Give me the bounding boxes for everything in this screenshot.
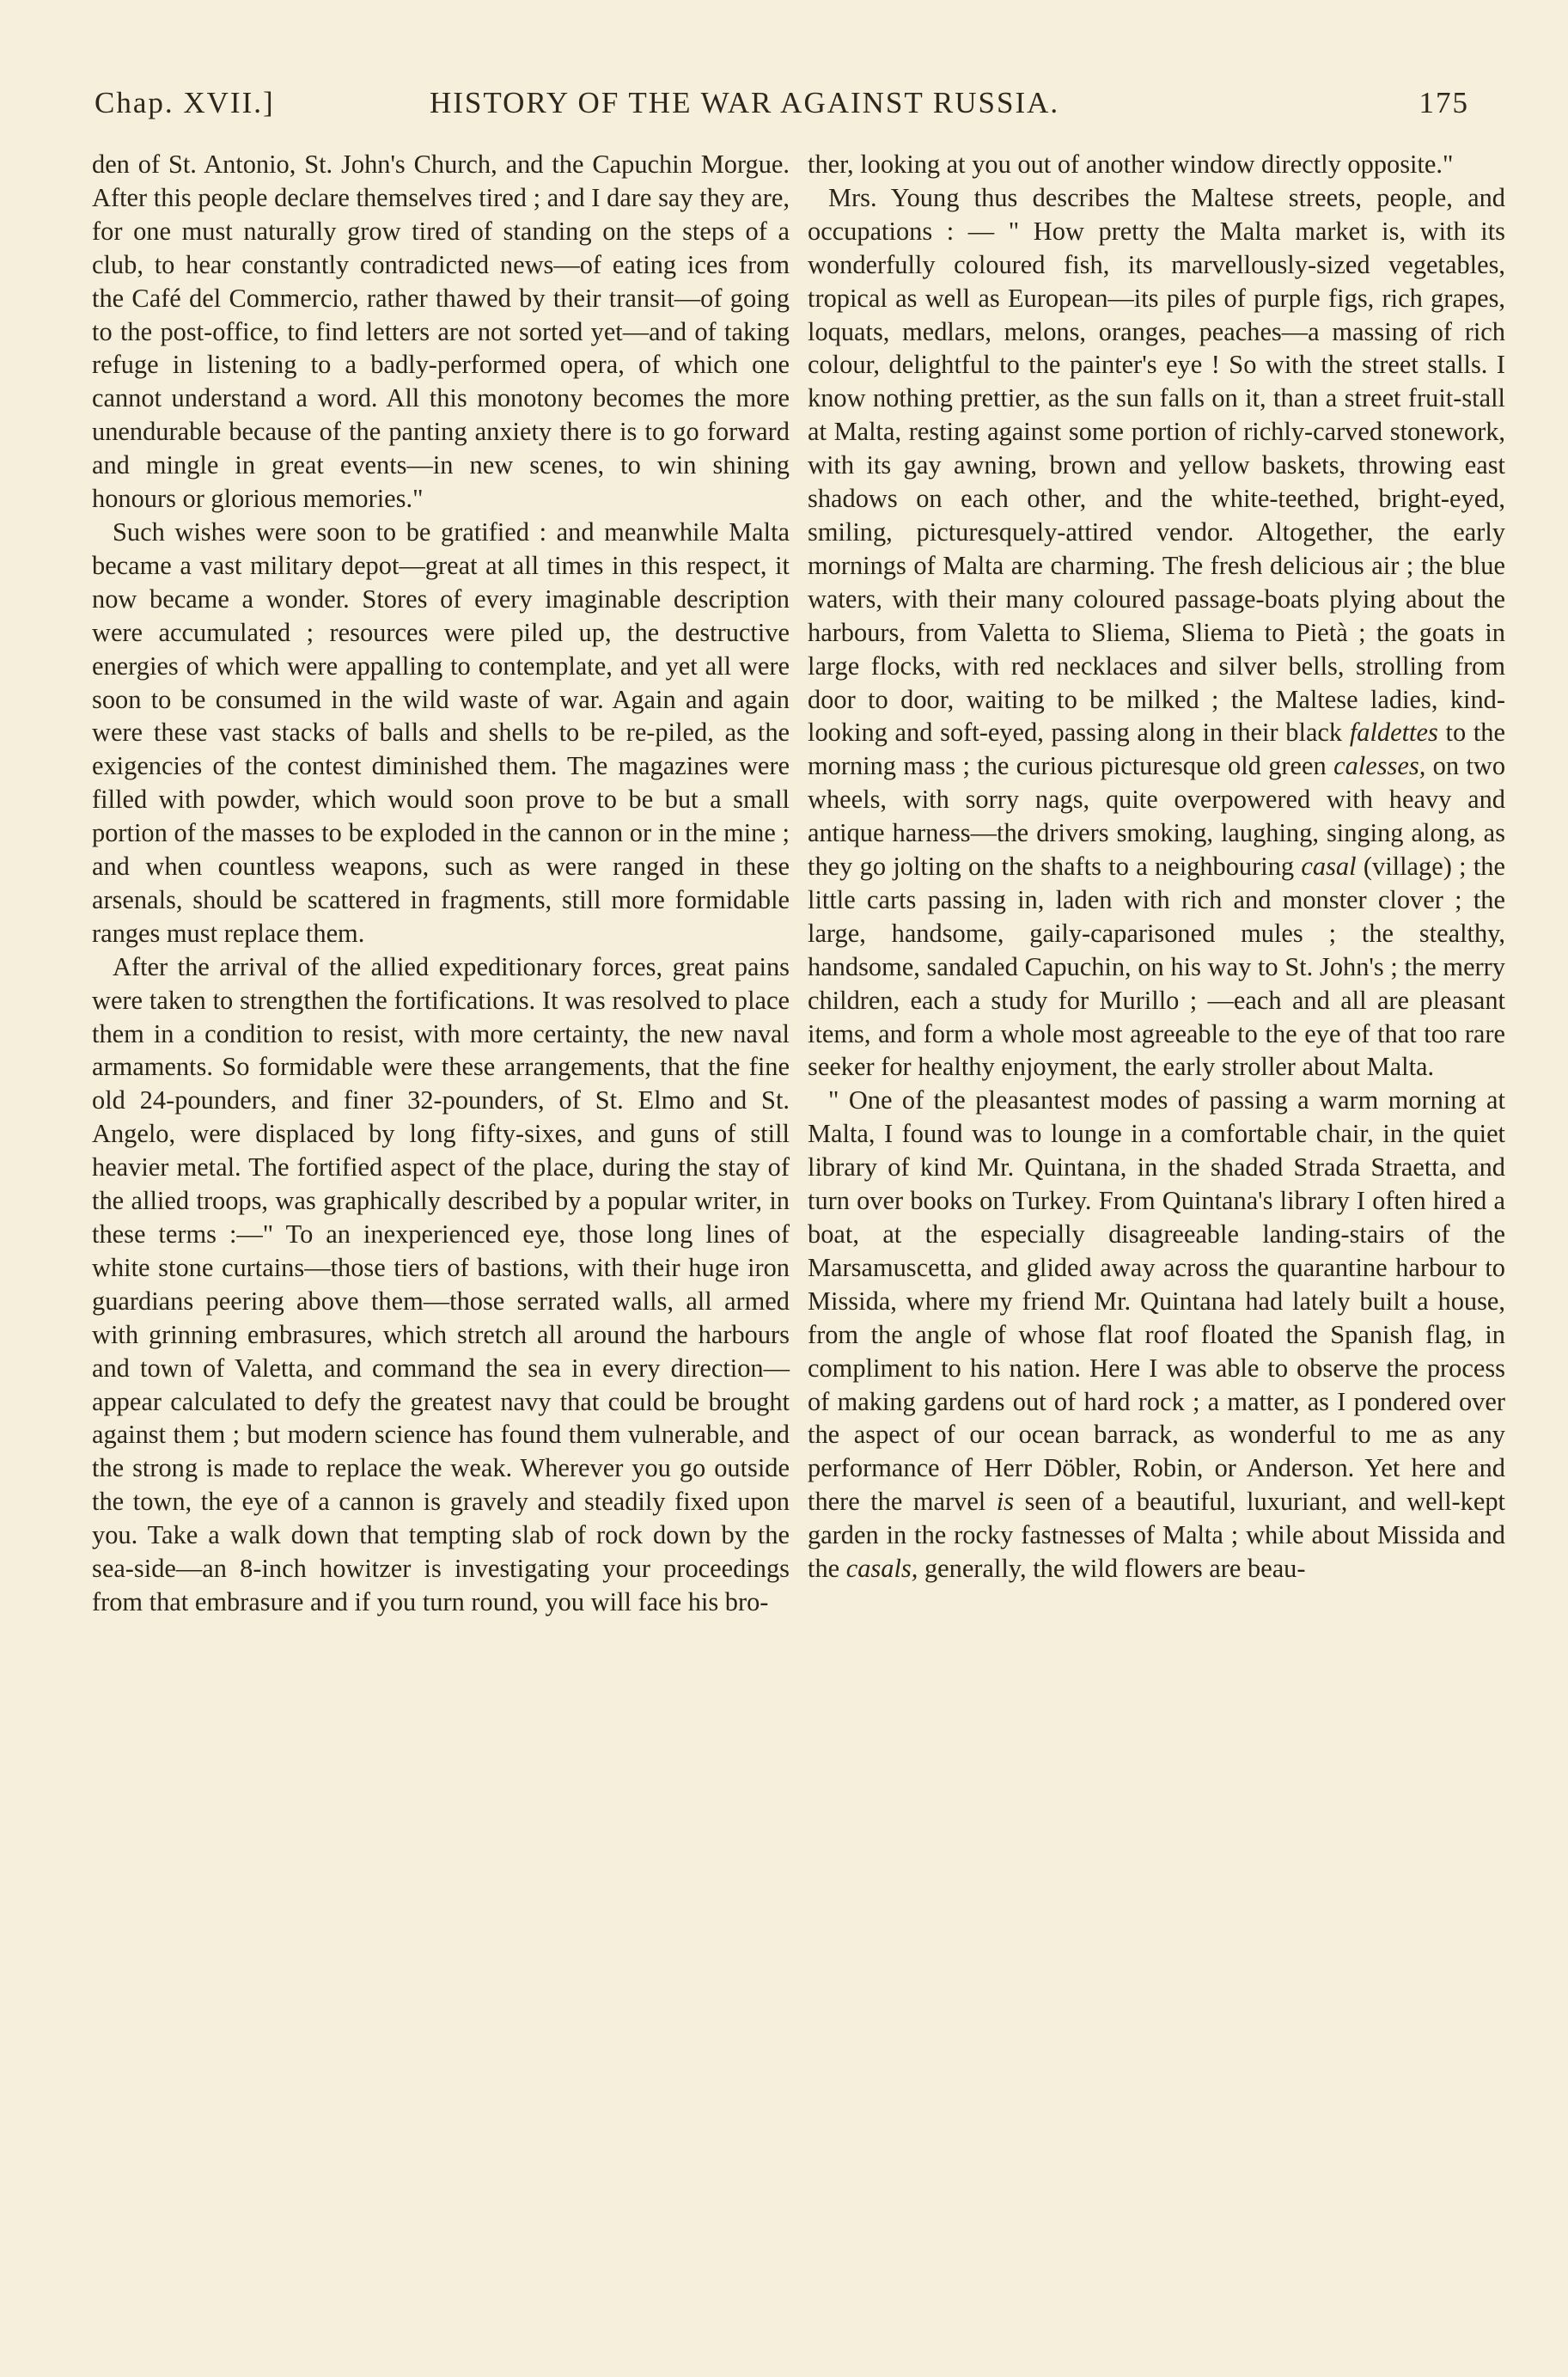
text-run: on two wheels, with sorry nags, quite overpowered with heavy and antique harness—the drivers smoking, laughing, singing along, as they go jolting on the shafts to a neighbouring	[808, 751, 1506, 882]
right-paragraph-2	[808, 181, 1505, 1084]
italic-term: casal	[1301, 852, 1357, 882]
chapter-label: Chap. XVII.]	[95, 86, 275, 119]
text-run: to the morning mass ; the curious picturesque old green	[808, 718, 1505, 781]
right-column	[808, 148, 1505, 1586]
italic-term: is	[996, 1487, 1015, 1517]
text-run: seen of a beautiful, luxuriant, and well-kept garden in the rocky fastnesses of Malta ; while about Missida and the	[808, 1487, 1506, 1584]
italic-term: casals,	[845, 1554, 918, 1584]
right-paragraph-1: ther, looking at you out of another window directly opposite."	[808, 150, 1454, 179]
italic-term: faldettes	[1349, 718, 1438, 748]
running-title: HISTORY OF THE WAR AGAINST RUSSIA.	[430, 86, 1060, 119]
running-header	[95, 86, 1469, 137]
page-number: 175	[1419, 86, 1469, 119]
left-paragraph-3: After the arrival of the allied expeditionary forces, great pains were taken to strengthen the fortifications. It was resolved to place them in a condition to resist, with more certainty, the new naval armaments. So formidable were these arrangements, that the fine old 24-pounders, and finer 32-pounders, of St. Elmo and St. Angelo, were displaced by long fifty-sixes, and guns of still heavier metal. The fortified aspect of the place, during the stay of the allied troops, was graphically described by a popular writer, in these terms :—" To an inexperienced eye, those long lines of white stone curtains—those tiers of bastions, with their huge iron guardians peering above them—those serrated walls, all armed with grinning embrasures, which stretch all around the harbours and town of Valetta, and command the sea in every direction—appear calculated to defy the greatest navy that could be brought against them ; but modern science has found them vulnerable, and the strong is made to replace the weak. Wherever you go outside the town, the eye of a cannon is gravely and steadily fixed upon you. Take a walk down that tempting slab of rock down by the sea-side—an 8-inch howitzer is investigating your proceedings from that embrasure and if you turn round, you will face his bro-	[92, 951, 790, 1616]
left-paragraph-2: Such wishes were soon to be gratified : and meanwhile Malta became a vast military depot—great at all times in this respect, it now became a wonder. Stores of every imaginable description were accumulated ; resources were piled up, the destructive energies of which were appalling to contemplate, and yet all were soon to be consumed in the wild waste of war. Again and again were these vast stacks of balls and shells to be re-piled, as the exigencies of the contest diminished them. The magazines were filled with powder, which would soon prove to be but a small portion of the masses to be exploded in the cannon or in the mine ; and when countless weapons, such as were ranged in these arsenals, should be scattered in fragments, still more formidable ranges must replace them.	[92, 516, 790, 948]
right-paragraph-3	[808, 1084, 1505, 1586]
text-run: (village) ; the little carts passing in, laden with rich and monster clover ; the large, handsome, gaily-caparisoned mules ; the stealthy, handsome, sandaled Capuchin, on his way to St. John's ; the merry children, each a study for Murillo ; —each and all are pleasant items, and form a whole most agreeable to the eye of that too rare seeker for healthy enjoyment, the early stroller about Malta.	[808, 852, 1505, 1082]
text-run: " One of the pleasantest modes of passing a warm morning at Malta, I found was to lounge in a comfortable chair, in the quiet library of kind Mr. Quintana, in the shaded Strada Straetta, and turn over books on Turkey. From Quintana's library I often hired a boat, at the especially disagreeable landing-stairs of the Marsamuscetta, and glided away across the quarantine harbour to Missida, where my friend Mr. Quintana had lately built a house, from the angle of whose flat roof floated the Spanish flag, in compliment to his nation. Here I was able to observe the process of making gardens out of hard rock ; a matter, as I pondered over the aspect of our ocean barrack, as wonderful to me as any performance of Herr Döbler, Robin, or Anderson. Yet here and there the marvel	[808, 1085, 1505, 1517]
left-column	[92, 148, 790, 1619]
text-run: generally, the wild flowers are beau-	[924, 1554, 1306, 1584]
text-run: Mrs. Young thus describes the Maltese streets, people, and occupations : — " How pretty the Malta market is, with its wonderfully coloured fish, its marvellously-sized vegetables, tropical as well as European—its piles of purple figs, rich grapes, loquats, medlars, melons, oranges, peaches—a massing of rich colour, delightful to the painter's eye ! So with the street stalls. I know nothing prettier, as the sun falls on it, than a street fruit-stall at Malta, resting against some portion of richly-carved stonework, with its gay awning, brown and yellow baskets, throwing east shadows on each other, and the white-teethed, bright-eyed, smiling, picturesquely-attired vendor. Altogether, the early mornings of Malta are charming. The fresh delicious air ; the blue waters, with their many coloured passage-boats plying about the harbours, from Valetta to Sliema, Sliema to Pietà ; the goats in large flocks, with red necklaces and silver bells, strolling from door to door, waiting to be milked ; the Maltese ladies, kind-looking and soft-eyed, passing along in their black	[808, 182, 1505, 748]
left-paragraph-1: den of St. Antonio, St. John's Church, and the Capuchin Morgue. After this people declare themselves tired ; and I dare say they are, for one must naturally grow tired of standing on the steps of a club, to hear constantly contradicted news—of eating ices from the Café del Commercio, rather thawed by their transit—of going to the post-office, to find letters are not sorted yet—and of taking refuge in listening to a badly-performed opera, of which one cannot understand a word. All this monotony becomes the more unendurable because of the panting anxiety there is to go forward and mingle in great events—in new scenes, to win shining honours or glorious memories."	[92, 150, 790, 514]
italic-term: calesses,	[1333, 751, 1426, 781]
